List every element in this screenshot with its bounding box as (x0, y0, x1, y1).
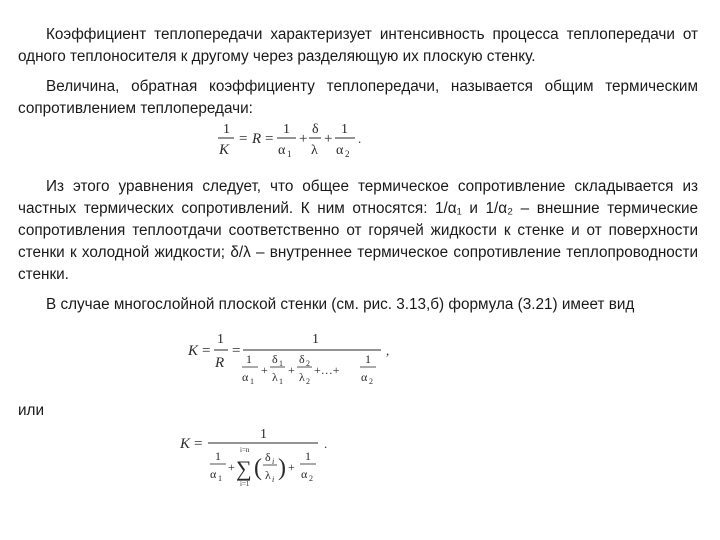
svg-text:λ: λ (272, 370, 278, 384)
svg-text:=: = (265, 131, 274, 147)
svg-text:2: 2 (369, 377, 373, 386)
svg-text:α: α (361, 370, 368, 384)
svg-text:α: α (242, 370, 249, 384)
svg-text:1: 1 (215, 449, 221, 463)
svg-text:α: α (210, 467, 217, 481)
svg-text:λ: λ (299, 370, 305, 384)
svg-text:1: 1 (305, 449, 311, 463)
svg-text:∑: ∑ (236, 456, 252, 481)
svg-text:1: 1 (250, 377, 254, 386)
svg-text:(: ( (254, 455, 262, 481)
svg-text:+…+: +…+ (314, 363, 340, 377)
svg-text:+: + (299, 131, 308, 147)
svg-text:=: = (202, 343, 211, 359)
svg-text:i: i (272, 457, 275, 466)
svg-text:.: . (324, 436, 328, 451)
svg-text:2: 2 (309, 474, 313, 483)
svg-text:K: K (219, 142, 230, 158)
svg-text:α: α (301, 467, 308, 481)
svg-text:+: + (228, 460, 235, 474)
paragraph-multilayer-wall: В случае многослойной плоской стенки (см. рис. 3.13,б) формула (3.21) имеет вид (46, 296, 635, 313)
svg-text:2: 2 (306, 377, 310, 386)
svg-text:1: 1 (223, 122, 230, 137)
svg-text:1: 1 (218, 474, 222, 483)
svg-text:+: + (288, 363, 295, 377)
svg-text:α: α (278, 143, 286, 158)
svg-text:λ: λ (265, 468, 271, 482)
svg-text:1: 1 (283, 122, 290, 137)
svg-text:1: 1 (279, 359, 283, 368)
svg-text:=: = (239, 131, 248, 147)
svg-text:,: , (386, 343, 390, 358)
paragraph-or: или (18, 402, 45, 419)
svg-text:1: 1 (260, 427, 267, 442)
svg-text:i: i (272, 475, 275, 484)
svg-text:1: 1 (341, 122, 348, 137)
formula-total-resistance (214, 120, 364, 162)
svg-text:=: = (194, 436, 203, 452)
svg-text:1: 1 (217, 332, 224, 347)
svg-text:i=n: i=n (240, 446, 250, 454)
svg-text:δ: δ (299, 352, 305, 366)
svg-text:+: + (261, 363, 268, 377)
paragraph-thermal-resistance: Величина, обратная коэффициенту теплопередачи, называется общим термическим сопротивлением теплопередачи: (18, 78, 698, 117)
svg-text:R: R (215, 355, 225, 371)
svg-text:): ) (278, 455, 286, 481)
svg-text:=: = (232, 343, 241, 359)
svg-text:.: . (358, 131, 362, 146)
svg-text:δ: δ (265, 450, 271, 464)
svg-text:+: + (324, 131, 333, 147)
svg-text:i=1: i=1 (240, 480, 250, 488)
formula-sum-k (178, 428, 338, 488)
svg-text:1: 1 (287, 149, 292, 159)
svg-text:2: 2 (306, 359, 310, 368)
svg-text:1: 1 (246, 352, 252, 366)
paragraph-partial-resistances: Из этого уравнения следует, что общее термическое сопротивление складывается из частных термических сопротивлений. К ним относятся: 1/α₁ и 1/α₂ – внешние термические сопротивления теплоотдачи соответственно от горячей жидкости к стенке и от поверхности стенки к холодной жидкости; δ/λ – внутреннее термическое сопротивление теплопроводности стенки. (18, 178, 698, 283)
svg-text:α: α (336, 143, 344, 158)
svg-text:+: + (288, 460, 295, 474)
svg-text:K: K (188, 343, 199, 359)
svg-text:2: 2 (345, 149, 350, 159)
svg-text:R: R (252, 131, 262, 147)
svg-text:δ: δ (312, 122, 319, 137)
paragraph-heat-transfer-coefficient: Коэффициент теплопередачи характеризует интенсивность процесса теплопередачи от одного теплоносителя к другому через разделяющую их плоскую стенку. (18, 26, 698, 65)
svg-text:1: 1 (365, 352, 371, 366)
svg-text:λ: λ (311, 143, 318, 158)
svg-text:1: 1 (279, 377, 283, 386)
formula-multilayer-k (186, 330, 396, 386)
svg-text:1: 1 (312, 332, 319, 347)
svg-text:K: K (180, 436, 191, 452)
svg-text:δ: δ (272, 352, 278, 366)
